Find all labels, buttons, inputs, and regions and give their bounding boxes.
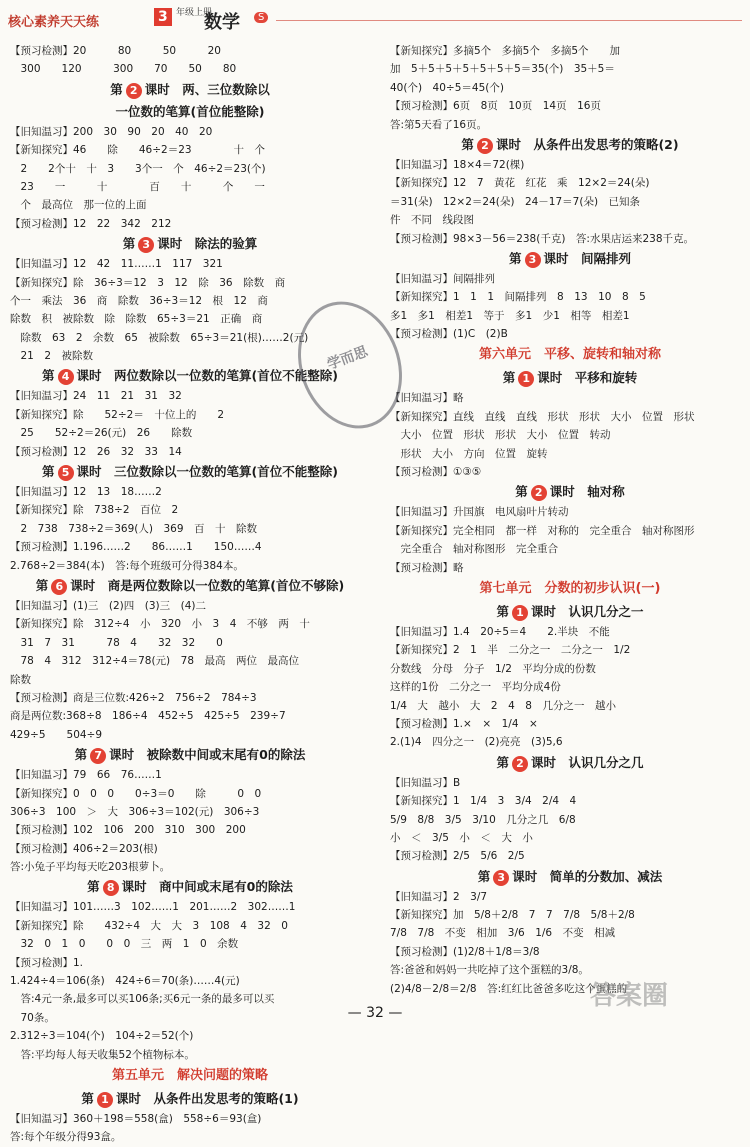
lesson-title: 课时 两、三位数除以 — [144, 81, 270, 97]
lesson-title: 课时 认识几分之几 — [531, 754, 644, 770]
answer-line: 【预习检测】406÷2＝203(根) — [10, 842, 158, 855]
answer-line: 1/4 大 越小 大 2 4 8 几分之一 越小 — [390, 699, 616, 712]
answer-line: 【新知探究】加 5/8＋2/8 7 7 7/8 5/8＋2/8 — [390, 909, 635, 922]
lesson-heading — [10, 233, 370, 255]
lesson-number-badge: 1 — [512, 605, 528, 621]
unit-heading: 第六单元 平移、旋转和轴对称 — [478, 347, 661, 363]
answer-line: 2.312÷3＝104(个) 104÷2＝52(个) — [10, 1030, 194, 1043]
lesson-number-badge: 8 — [103, 880, 119, 896]
answer-line: 这样的1份 二分之一 平均分成4份 — [390, 681, 561, 694]
lesson-prefix: 第 — [122, 236, 136, 252]
answer-line: 【旧知温习】升国旗 电风扇叶片转动 — [390, 506, 569, 519]
answer-line: 【新知探究】除 312÷4 小 320 小 3 4 不够 两 十 — [10, 618, 310, 631]
answer-line: 答:4元一条,最多可以买106条;买6元一条的最多可以买 — [10, 993, 275, 1006]
lesson-title: 课时 平移和旋转 — [537, 370, 638, 386]
answer-line: 25 52÷2＝26(元) 26 除数 — [10, 427, 193, 440]
stamp-text: 学而思 — [325, 343, 371, 374]
answer-line: 【旧知温习】略 — [390, 392, 464, 405]
answer-line: 70条。 — [10, 1011, 55, 1024]
answer-line: 2.(1)4 四分之一 (2)亮亮 (3)5,6 — [390, 736, 563, 749]
answer-line: 【新知探究】完全相同 都一样 对称的 完全重合 轴对称图形 — [390, 524, 695, 537]
left-column — [10, 42, 370, 1147]
answer-line: 31 7 31 78 4 32 32 0 — [10, 636, 223, 649]
page-header — [8, 8, 742, 34]
answer-line: 2.768÷2＝384(本) 答:每个班级可分得384本。 — [10, 559, 244, 572]
lesson-title: 课时 除法的验算 — [157, 236, 258, 252]
right-column — [390, 42, 750, 998]
answer-line: 【新知探究】0 0 0 0÷3＝0 除 0 0 — [10, 787, 262, 800]
lesson-heading — [390, 481, 750, 503]
answer-line: 【新知探究】46 除 46÷2＝23 十 个 — [10, 144, 266, 157]
lesson-prefix: 第 — [461, 136, 474, 152]
answer-line: 429÷5 504÷9 — [10, 728, 103, 741]
lesson-number-badge: 1 — [97, 1092, 113, 1108]
lesson-prefix: 第 — [515, 484, 528, 500]
answer-line: 40(个) 40÷5＝45(个) — [390, 81, 504, 94]
answer-line: 【新知探究】除 432÷4 大 大 3 108 4 32 0 — [10, 919, 288, 932]
lesson-heading — [390, 866, 750, 888]
answer-line: 【预习检测】①③⑤ — [390, 466, 482, 479]
lesson-title: 课时 被除数中间或末尾有0的除法 — [109, 747, 306, 763]
answer-line: 【旧知温习】(1)三 (2)四 (3)三 (4)二 — [10, 599, 206, 612]
answer-line: 【预习检测】1. — [10, 956, 115, 969]
grade-text: 年级上册 — [176, 8, 213, 18]
lesson-prefix: 第 — [508, 250, 522, 266]
lesson-prefix: 第 — [110, 81, 123, 97]
lesson-prefix: 第 — [496, 603, 509, 619]
answer-line: 1.424÷4＝106(条) 424÷6＝70(条)……4(元) — [10, 975, 240, 988]
lesson-heading — [10, 1088, 370, 1110]
answer-line: 2 2个十 十 3 3个一 个 46÷2＝23(个) — [10, 162, 266, 175]
lesson-heading — [10, 575, 370, 597]
edition-badge: S — [254, 12, 268, 23]
answer-line: 【预习检测】(1)C (2)B — [390, 328, 508, 341]
answer-line: 【预习检测】略 — [390, 561, 464, 574]
answer-line: 【旧知温习】200 30 90 20 40 20 — [10, 125, 213, 138]
lesson-prefix: 第 — [502, 370, 516, 386]
lesson-number-badge: 2 — [512, 756, 528, 772]
page-number: — 32 — — [347, 1005, 403, 1021]
answer-line: 【新知探究】除 52÷2＝ 十位上的 2 — [10, 408, 225, 421]
lesson-number-badge: 5 — [58, 465, 74, 481]
answer-line: 【预习检测】1.196……2 86……1 150……4 — [10, 541, 262, 554]
lesson-title: 课时 轴对称 — [549, 484, 625, 500]
answer-line: 【新知探究】1 1 1 间隔排列 8 13 10 8 5 — [390, 291, 646, 304]
lesson-title: 课时 从条件出发思考的策略(1) — [115, 1090, 299, 1106]
answer-line: 7/8 7/8 不变 相加 3/6 1/6 不变 相减 — [390, 927, 616, 940]
lesson-number-badge: 1 — [518, 371, 534, 387]
answer-line: 答:小兔子平均每天吃203根萝卜。 — [10, 861, 171, 874]
lesson-prefix: 第 — [477, 868, 491, 884]
answer-line: 除数 积 被除数 除 除数 65÷3＝21 正确 商 — [10, 313, 263, 326]
answer-line: 个一 乘法 36 商 除数 36÷3＝12 根 12 商 — [10, 294, 268, 307]
lesson-number-badge: 3 — [493, 870, 509, 886]
answer-line: 【新知探究】12 7 黄花 红花 乘 12×2＝24(朵) — [390, 177, 650, 190]
brand-title: 核心素养天天练 — [8, 15, 100, 30]
answer-line: 【旧知温习】101……3 102……1 201……2 302……1 — [10, 901, 296, 914]
answer-line: 5/9 8/8 3/5 3/10 几分之几 6/8 — [390, 813, 576, 826]
header-divider — [276, 20, 742, 21]
answer-line: 【预习检测】12 22 342 212 — [10, 217, 172, 230]
lesson-title: 课时 间隔排列 — [543, 250, 632, 266]
lesson-prefix: 第 — [496, 754, 509, 770]
answer-line: 个 最高位 那一位的上面 — [10, 199, 147, 212]
answer-line: 【旧知温习】2 3/7 — [390, 890, 488, 903]
answer-line: 【新知探究】直线 直线 直线 形状 形状 大小 位置 形状 — [390, 410, 695, 423]
lesson-heading — [10, 79, 370, 101]
lesson-title: 课时 商是两位数除以一位数的笔算(首位不够除) — [70, 577, 345, 593]
answer-line: 除数 — [10, 673, 31, 686]
answer-line: 【新知探究】除 738÷2 百位 2 — [10, 504, 210, 517]
answer-line: 【预习检测】商是三位数:426÷2 756÷2 784÷3 — [10, 691, 257, 704]
answer-line: 【旧知温习】18×4＝72(棵) — [390, 158, 546, 171]
answer-line: 【预习检测】6页 8页 10页 14页 16页 — [390, 100, 601, 113]
lesson-number-badge: 2 — [126, 83, 142, 99]
lesson-title: 课时 认识几分之一 — [531, 603, 644, 619]
grade-badge: 3 — [154, 8, 172, 26]
answer-line: 【旧知温习】24 11 21 31 32 — [10, 390, 182, 403]
lesson-heading — [390, 601, 750, 623]
lesson-prefix: 第 — [42, 368, 55, 384]
answer-line: 【预习检测】1.× × 1/4 × — [390, 717, 538, 730]
lesson-number-badge: 6 — [51, 579, 67, 595]
answer-line: 300 120 300 70 50 80 — [10, 63, 237, 76]
lesson-title: 课时 两位数除以一位数的笔算(首位不能整除) — [76, 368, 338, 384]
unit-heading: 第五单元 解决问题的策略 — [111, 1067, 268, 1083]
answer-line: 【预习检测】20 80 50 20 — [10, 45, 221, 57]
answer-line: 【新知探究】多摘5个 多摘5个 多摘5个 加 — [390, 45, 621, 57]
answer-line: 【新知探究】除 36÷3＝12 3 12 除 36 除数 商 — [10, 276, 286, 289]
answer-line: 【预习检测】2/5 5/6 2/5 — [390, 850, 525, 863]
lesson-heading — [10, 744, 370, 766]
answer-line: 加 5＋5＋5＋5＋5＋5＋5＝35(个) 35＋5＝ — [390, 63, 615, 76]
answer-line: ＝31(朵) 12×2＝24(朵) 24－17＝7(朵) 已知条 — [390, 195, 641, 208]
answer-line: 商是两位数:368÷8 186÷4 452÷5 425÷5 239÷7 — [10, 710, 286, 723]
answer-line: 小 ＜ 3/5 小 ＜ 大 小 — [390, 831, 533, 844]
lesson-number-badge: 3 — [138, 237, 154, 253]
answer-line: 答:每个年级分得93盒。 — [10, 1131, 122, 1144]
lesson-prefix: 第 — [81, 1090, 94, 1106]
answer-line: 答:平均每人每天收集52个植物标本。 — [10, 1048, 195, 1061]
lesson-number-badge: 2 — [531, 485, 547, 501]
answer-line: 2 738 738÷2＝369(人) 369 百 十 除数 — [10, 522, 258, 535]
answer-line: 【旧知温习】360＋198＝558(盒) 558÷6＝93(盒) — [10, 1112, 262, 1125]
subject-title: 数学 — [204, 12, 240, 33]
answer-line: 【旧知温习】12 42 11……1 117 321 — [10, 258, 223, 271]
lesson-title: 课时 三位数除以一位数的笔算(首位不能整除) — [76, 464, 338, 480]
lesson-heading — [10, 461, 370, 483]
answer-line: 306÷3 100 ＞ 大 306÷3＝102(元) 306÷3 — [10, 805, 260, 818]
answer-line: (2)4/8－2/8＝2/8 答:红红比爸爸多吃这个蛋糕的 — [390, 982, 628, 995]
answer-line: 多1 多1 相差1 等于 多1 少1 相等 相差1 — [390, 309, 630, 322]
watermark-logo: 答案圈 — [590, 981, 669, 1011]
answer-line: 【旧知温习】B — [390, 776, 461, 789]
lesson-number-badge: 7 — [90, 748, 106, 764]
answer-line: 【新知探究】2 1 半 二分之一 二分之一 1/2 — [390, 644, 631, 657]
answer-line: 【预习检测】98×3－56＝238(千克) 答:水果店运来238千克。 — [390, 232, 695, 245]
lesson-title: 课时 从条件出发思考的策略(2) — [495, 136, 679, 152]
lesson-number-badge: 3 — [525, 252, 541, 268]
answer-line: 23 一 十 百 十 个 一 — [10, 180, 265, 193]
answer-line: 分数线 分母 分子 1/2 平均分成的份数 — [390, 662, 596, 675]
answer-line: 【预习检测】102 106 200 310 300 200 — [10, 824, 246, 837]
answer-line: 除数 63 2 余数 65 被除数 65÷3＝21(根)……2(元) — [10, 331, 309, 344]
answer-line: 32 0 1 0 0 0 三 两 1 0 余数 — [10, 938, 239, 951]
answer-line: 【旧知温习】79 66 76……1 — [10, 769, 162, 782]
lesson-number-badge: 2 — [477, 138, 493, 154]
lesson-prefix: 第 — [87, 879, 100, 895]
lesson-heading-cont: 一位数的笔算(首位能整除) — [115, 103, 265, 119]
lesson-title: 课时 简单的分数加、减法 — [512, 868, 663, 884]
answer-line: 78 4 312 312÷4＝78(元) 78 最高 两位 最高位 — [10, 655, 300, 668]
answer-line: 形状 大小 方向 位置 旋转 — [390, 447, 548, 460]
lesson-heading — [10, 876, 370, 898]
lesson-prefix: 第 — [74, 747, 88, 763]
answer-line: 21 2 被除数 — [10, 350, 94, 363]
answer-line: 答:爸爸和妈妈一共吃掉了这个蛋糕的3/8。 — [390, 964, 589, 977]
lesson-heading — [390, 248, 750, 270]
answer-line: 【新知探究】1 1/4 3 3/4 2/4 4 — [390, 795, 577, 808]
answer-line: 大小 位置 形状 形状 大小 位置 转动 — [390, 429, 611, 442]
answer-line: 完全重合 轴对称图形 完全重合 — [390, 543, 558, 556]
lesson-prefix: 第 — [35, 577, 49, 593]
answer-line: 【旧知温习】间隔排列 — [390, 272, 495, 285]
answer-line: 件 不同 线段图 — [390, 214, 474, 227]
lesson-heading — [390, 367, 750, 389]
unit-heading: 第七单元 分数的初步认识(一) — [479, 580, 661, 596]
answer-line: 【旧知温习】1.4 20÷5＝4 2.半块 不能 — [390, 625, 610, 638]
lesson-number-badge: 4 — [58, 369, 74, 385]
lesson-prefix: 第 — [42, 464, 55, 480]
lesson-heading — [390, 134, 750, 156]
answer-line: 【预习检测】(1)2/8＋1/8＝3/8 — [390, 945, 540, 958]
lesson-title: 课时 商中间或末尾有0的除法 — [121, 879, 293, 895]
answer-line: 【旧知温习】12 13 18……2 — [10, 486, 194, 499]
answer-line: 答:第5天看了16页。 — [390, 118, 488, 131]
answer-line: 【预习检测】12 26 32 33 14 — [10, 445, 182, 458]
lesson-heading — [390, 752, 750, 774]
